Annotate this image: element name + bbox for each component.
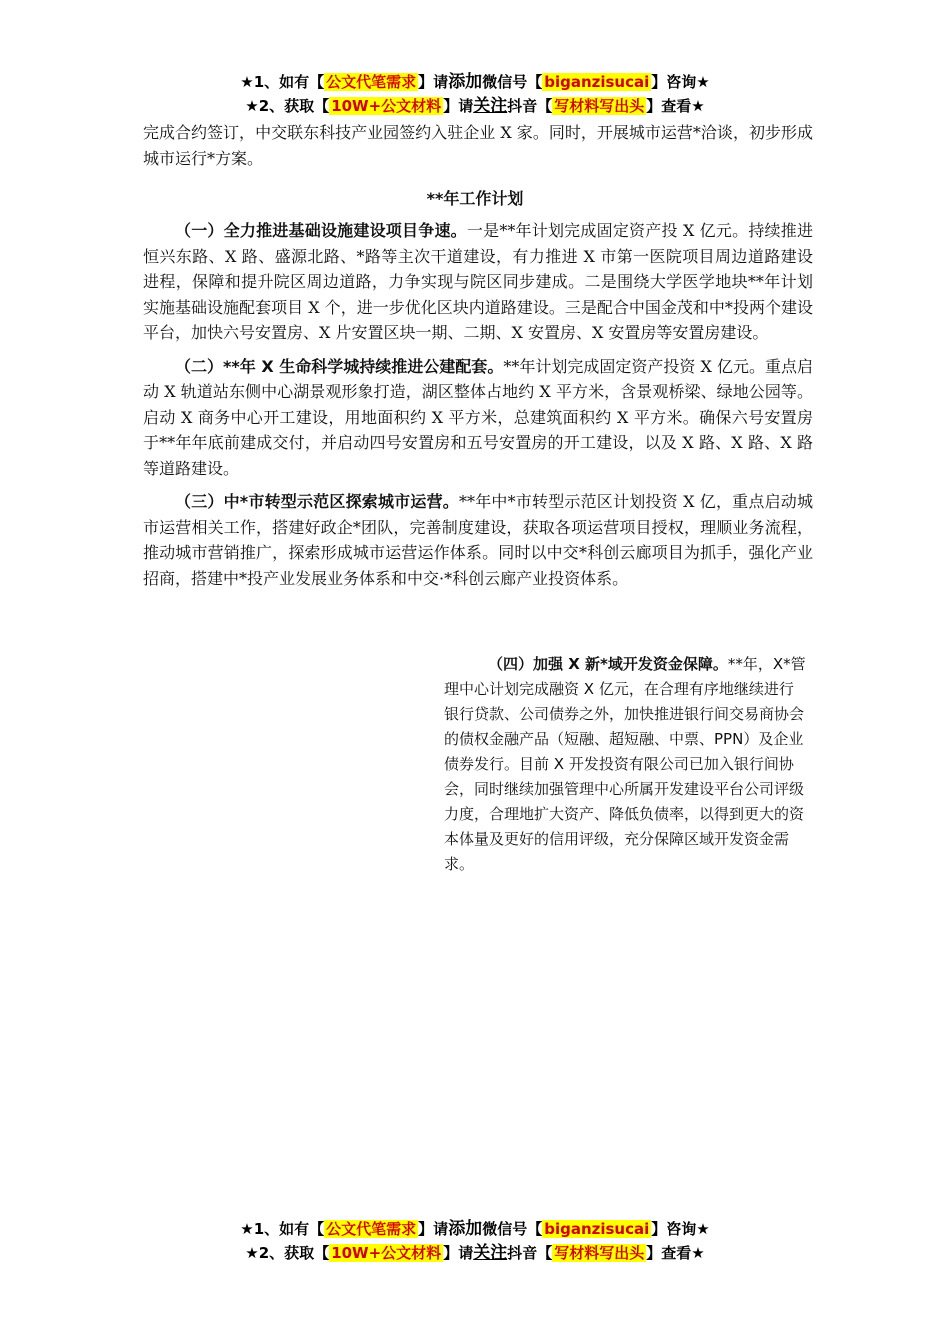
ad-highlight: 写材料写出头 bbox=[554, 1244, 645, 1262]
ad-highlight: 写材料写出头 bbox=[554, 97, 645, 115]
section-paragraph-2 bbox=[143, 354, 813, 482]
ad-text: ★2、获取【 bbox=[245, 1244, 330, 1262]
ad-emphasis: 关注 bbox=[473, 1243, 508, 1263]
ad-text: 】查看★ bbox=[646, 1244, 705, 1262]
section-lead: （三）中*市转型示范区探索城市运营。 bbox=[175, 492, 459, 511]
section-lead: （四）加强 X 新*域开发资金保障。 bbox=[488, 655, 728, 673]
ad-text: 】请 bbox=[443, 1244, 474, 1262]
ad-highlight: 公文代笔需求 bbox=[326, 73, 417, 91]
header-ad-line-2 bbox=[0, 95, 950, 117]
ad-text: ★1、如有【 bbox=[240, 1220, 325, 1238]
ad-text: 抖音【 bbox=[507, 97, 553, 115]
footer-ad-line-1 bbox=[0, 1218, 950, 1240]
section-text: 一是**年计划完成固定资产投 X 亿元。持续推进恒兴东路、X 路、盛源北路、*路等主次干道建设，有力推进 X 市第一医院项目周边道路建设进程，保障和提升院区周边道路，力争实现与院区同步建成。二是围绕大学医学地块**年计划实施基础设施配套项目 X 个，进一步优化区块内道路建设。三是配合中国金茂和中*投两个建设平台，加快六号安置房、X 片安置区块一期、二期、X 安置房、X 安置房等安置房建设。 bbox=[143, 221, 813, 342]
ad-text: 】咨询★ bbox=[651, 73, 710, 91]
ad-emphasis: 关注 bbox=[473, 96, 508, 116]
continuation-paragraph: 完成合约签订，中交联东科技产业园签约入驻企业 X 家。同时，开展城市运营*洽谈，初步形成城市运行*方案。 bbox=[143, 123, 813, 168]
header-ad-line-1 bbox=[0, 71, 950, 93]
ad-text: 】查看★ bbox=[646, 97, 705, 115]
ad-text: 】请 bbox=[418, 73, 449, 91]
ad-text: 】请 bbox=[418, 1220, 449, 1238]
section-text: **年计划完成固定资产投资 X 亿元。重点启动 X 轨道站东侧中心湖景观形象打造，湖区整体占地约 X 平方米，含景观桥梁、绿地公园等。启动 X 商务中心开工建设，用地面积约 X 平方米，总建筑面积约 X 平方米。确保六号安置房于**年年底前建成交付，并启动四号安置房和五号安置房的开工建设，以及 X 路、X 路、X 路等道路建设。 bbox=[143, 356, 813, 478]
ad-text: 抖音【 bbox=[507, 1244, 553, 1262]
section-text: **年，X*管理中心计划完成融资 X 亿元，在合理有序地继续进行银行贷款、公司债券之外，加快推进银行间交易商协会的债权金融产品（短融、超短融、中票、PPN）及企业债券发行。目前 X 开发投资有限公司已加入银行间协会，同时继续加强管理中心所属开发建设平台公司评级力度，合理地扩大资产、降低负债率，以得到更大的资本体量及更好的信用评级，充分保障区域开发资金需求。 bbox=[444, 655, 806, 873]
ad-text: 微信号【 bbox=[482, 1220, 543, 1238]
ad-emphasis: 添加 bbox=[448, 1219, 483, 1239]
ad-highlight: 10W+公文材料 bbox=[331, 97, 442, 115]
section-paragraph-4 bbox=[444, 652, 806, 877]
ad-text: 】请 bbox=[443, 97, 474, 115]
ad-highlight: biganzisucai bbox=[544, 73, 650, 91]
section-paragraph-3 bbox=[143, 489, 813, 591]
ad-text: 微信号【 bbox=[482, 73, 543, 91]
section-text: **年中*市转型示范区计划投资 X 亿，重点启动城市运营相关工作，搭建好政企*团队，完善制度建设，获取各项运营项目授权，理顺业务流程，推动城市营销推广，探索形成城市运营运作体系。同时以中交*科创云廊项目为抓手，强化产业招商，搭建中*投产业发展业务体系和中交·*科创云廊产业投资体系。 bbox=[143, 492, 813, 588]
continuation-block bbox=[143, 120, 813, 171]
footer-ad-line-2 bbox=[0, 1242, 950, 1264]
plan-sections bbox=[143, 218, 813, 591]
ad-highlight: biganzisucai bbox=[544, 1220, 650, 1238]
section-paragraph-1 bbox=[143, 218, 813, 346]
ad-text: ★2、获取【 bbox=[245, 97, 330, 115]
plan-heading: **年工作计划 bbox=[426, 189, 524, 208]
ad-emphasis: 添加 bbox=[448, 72, 483, 92]
section-lead: （一）全力推进基础设施建设项目争速。 bbox=[175, 221, 467, 240]
ad-text: 】咨询★ bbox=[651, 1220, 710, 1238]
ad-text: ★1、如有【 bbox=[240, 73, 325, 91]
section-lead: （二）**年 X 生命科学城持续推进公建配套。 bbox=[175, 356, 504, 376]
ad-highlight: 10W+公文材料 bbox=[331, 1244, 442, 1262]
ad-highlight: 公文代笔需求 bbox=[326, 1220, 417, 1238]
